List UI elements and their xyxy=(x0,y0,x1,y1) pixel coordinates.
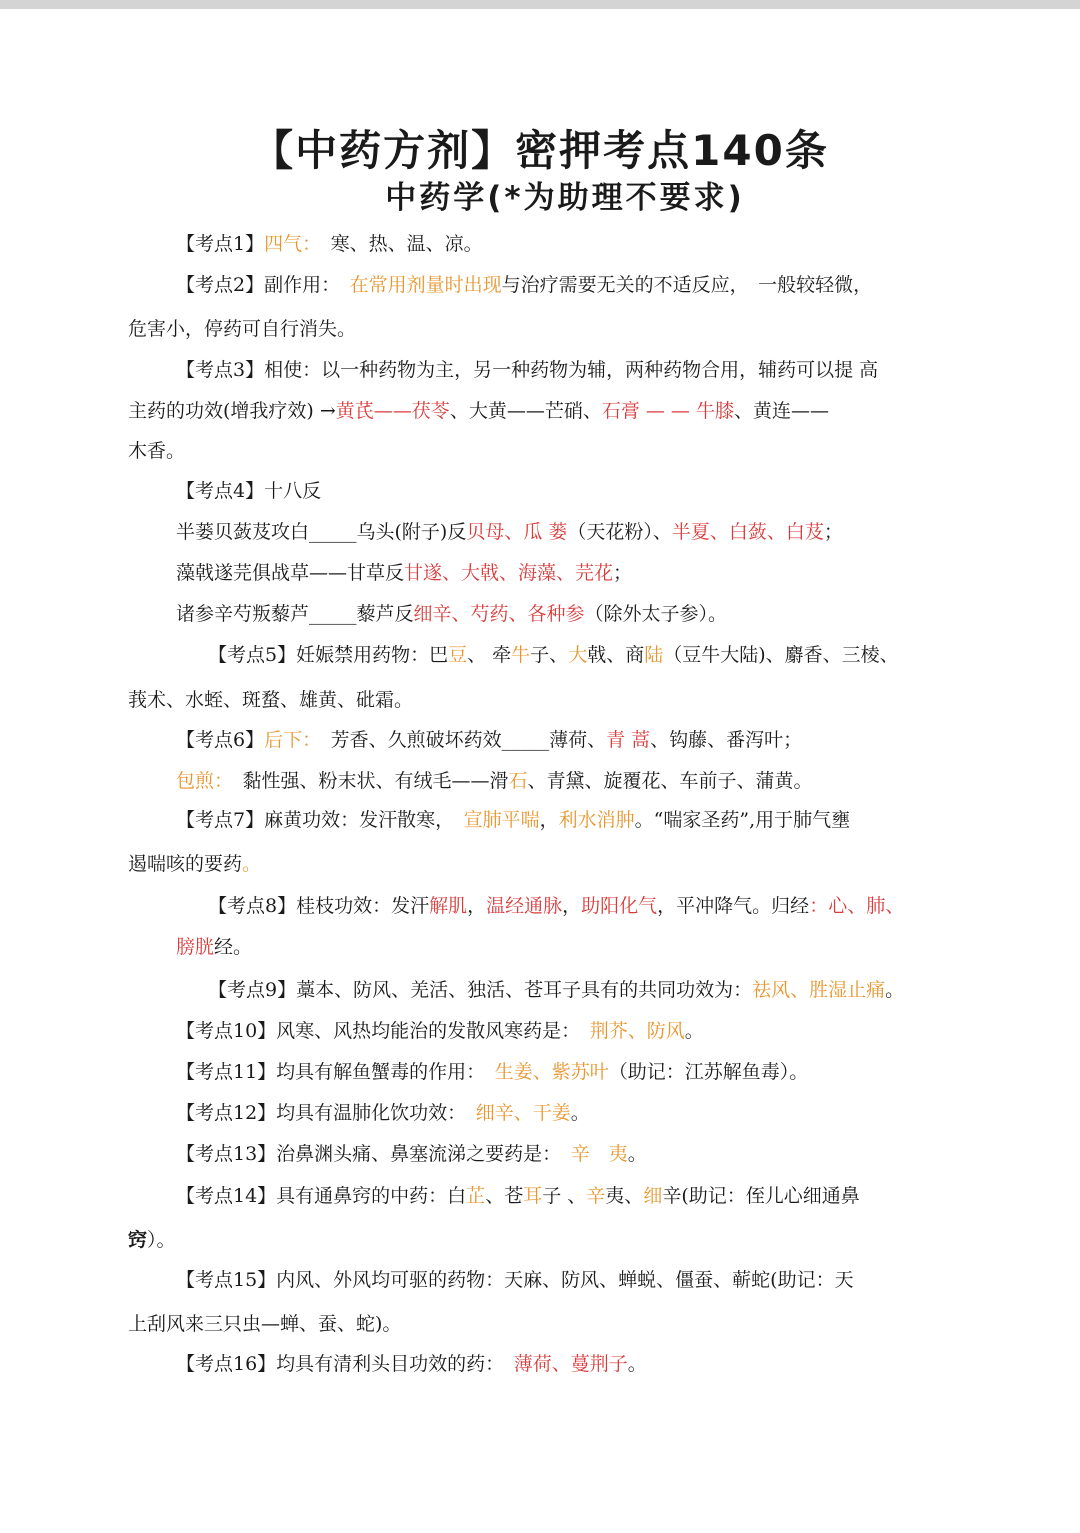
text-segment: 寒、热、温、凉。 xyxy=(311,233,483,255)
text-segment: （天花粉）、 xyxy=(567,521,672,543)
text-segment: 【考点9】藁本、防风、羌活、独活、苍耳子具有的共同功效为： xyxy=(208,979,753,1001)
text-segment: 。 xyxy=(885,979,905,1001)
text-segment: 上刮风来三只虫—蝉、蚕、蛇)。 xyxy=(128,1313,402,1335)
text-segment: 危害小，停药可自行消失。 xyxy=(128,318,357,340)
text-segment: 芳香、久煎破坏药效_____薄荷、 xyxy=(311,729,607,751)
page-subtitle: 中药学(*为助理不要求) xyxy=(385,180,745,216)
highlight-red: 黄芪——茯苓 xyxy=(335,400,450,422)
highlight-red: 解肌 xyxy=(429,895,468,917)
text-segment: 【考点15】内风、外风均可驱的药物：天麻、防风、蝉蜕、僵蚕、蕲蛇(助记：天 xyxy=(176,1269,854,1291)
highlight-red: 细辛、芍药、各种参 xyxy=(413,603,585,625)
line xyxy=(176,1100,590,1126)
highlight-orange: 石 xyxy=(508,770,528,792)
highlight-orange: 耳 xyxy=(523,1185,543,1207)
text-segment: 夷、 xyxy=(605,1185,644,1207)
text-segment: 【考点3】相使：以一种药物为主，另一种药物为辅，两种药物合用，辅药可以提 高 xyxy=(176,359,879,381)
text-segment: 。 xyxy=(627,1143,647,1165)
line xyxy=(176,807,850,833)
highlight-orange: 生姜、紫苏叶 xyxy=(494,1061,609,1083)
text-segment: 诸参辛芍叛藜芦_____藜芦反 xyxy=(176,603,414,625)
text-segment: 子、 xyxy=(530,644,569,666)
text-segment: 【考点8】桂枝功效：发汗 xyxy=(208,895,430,917)
text-segment: （助记：江苏解鱼毒）。 xyxy=(608,1061,809,1083)
highlight-orange: 在常用剂量时出现 xyxy=(349,274,502,296)
text-segment: ，平冲降气。归经 xyxy=(657,895,810,917)
line xyxy=(176,1351,647,1377)
line xyxy=(176,478,321,504)
line xyxy=(176,727,802,753)
highlight-orange: 利水消肿 xyxy=(558,809,635,831)
highlight-orange: 辛 xyxy=(586,1185,606,1207)
text-segment: 、青黛、旋覆花、车前子、蒲黄。 xyxy=(527,770,813,792)
text-segment: 【考点6】 xyxy=(176,729,265,751)
text-segment: 木香。 xyxy=(128,440,186,462)
text-segment: 【考点4】十八反 xyxy=(176,480,322,502)
line xyxy=(128,851,261,877)
text-segment: ）。 xyxy=(147,1229,176,1251)
highlight-orange: 祛风、胜湿止痛 xyxy=(752,979,886,1001)
highlight-red: 膀胱 xyxy=(176,936,215,958)
line xyxy=(176,231,483,257)
text-segment: 【考点13】治鼻渊头痛、鼻塞流涕之要药是： xyxy=(176,1143,571,1165)
line xyxy=(176,601,727,627)
text-segment: ； xyxy=(613,562,633,584)
highlight-orange: 荆芥、防风 xyxy=(589,1020,685,1042)
highlight-orange: 细辛、干姜 xyxy=(475,1102,571,1124)
text-segment: 、黄连—— xyxy=(733,400,829,422)
highlight-orange: 包煎： xyxy=(176,770,224,792)
text-segment: 【考点10】风寒、风热均能治的发散风寒药是： xyxy=(176,1020,590,1042)
text-segment: 。 xyxy=(627,1353,647,1375)
text-segment: 【考点7】麻黄功效：发汗散寒， xyxy=(176,809,464,831)
top-scroll-edge xyxy=(0,0,1080,9)
highlight-orange: 宣肺平喘 xyxy=(463,809,540,831)
highlight-orange: 牛 xyxy=(511,644,531,666)
highlight-red: 助阳化气 xyxy=(581,895,658,917)
text-segment: 【考点1】 xyxy=(176,233,265,255)
highlight-orange: 豆 xyxy=(448,644,468,666)
line xyxy=(176,357,878,383)
line xyxy=(176,1059,808,1085)
text-segment: 。“喘家圣药”,用于肺气壅 xyxy=(634,809,851,831)
text-segment: 经。 xyxy=(214,936,253,958)
line xyxy=(128,316,356,342)
line xyxy=(208,642,899,668)
line xyxy=(176,560,632,586)
text-segment: 。 xyxy=(570,1102,590,1124)
text-segment: 【考点11】均具有解鱼蟹毒的作用： xyxy=(176,1061,495,1083)
highlight-orange: 陆 xyxy=(644,644,664,666)
text-segment: 遏喘咳的要药 xyxy=(128,853,243,875)
text-segment: （豆牛大陆)、麝香、三棱、 xyxy=(663,644,899,666)
text-segment: 黏性强、粉末状、有绒毛——滑 xyxy=(223,770,509,792)
text-segment: ， xyxy=(467,895,487,917)
highlight-red: 温经通脉 xyxy=(486,895,563,917)
text-segment: ， xyxy=(539,809,559,831)
highlight-red: 青 蒿 xyxy=(606,729,651,751)
text-segment: 。 xyxy=(684,1020,704,1042)
highlight-orange: 辛 夷 xyxy=(570,1143,628,1165)
text-segment: 窍 xyxy=(128,1229,148,1251)
text-segment: 、 牵 xyxy=(467,644,512,666)
text-segment: 、苍 xyxy=(485,1185,524,1207)
text-segment: 戟、商 xyxy=(587,644,645,666)
text-segment: 莪术、水蛭、斑蝥、雄黄、砒霜。 xyxy=(128,689,414,711)
line xyxy=(208,893,904,919)
text-segment: 、钩藤、番泻叶； xyxy=(650,729,803,751)
text-segment: 【考点12】均具有温肺化饮功效： xyxy=(176,1102,476,1124)
text-segment: ， xyxy=(562,895,582,917)
page-title: 【中药方剂】密押考点140条 xyxy=(251,126,829,175)
line xyxy=(176,1267,854,1293)
line xyxy=(128,1311,401,1337)
highlight-orange: 细 xyxy=(643,1185,663,1207)
line xyxy=(176,519,843,545)
line xyxy=(176,1183,860,1209)
line xyxy=(208,977,904,1003)
line xyxy=(176,272,872,298)
highlight-orange: 。 xyxy=(242,853,262,875)
text-segment: 藻戟遂芫俱战草——甘草反 xyxy=(176,562,405,584)
line xyxy=(128,438,185,464)
highlight-orange: 四气： xyxy=(264,233,312,255)
text-segment: 【考点14】具有通鼻窍的中药：白 xyxy=(176,1185,467,1207)
highlight-red: ：心、肺、 xyxy=(809,895,905,917)
text-segment: 【考点2】副作用： xyxy=(176,274,350,296)
line xyxy=(176,934,252,960)
text-segment: ； xyxy=(823,521,843,543)
line xyxy=(176,1018,704,1044)
text-segment: 与治疗需要无关的不适反应， 一般较轻微， xyxy=(501,274,873,296)
line xyxy=(176,1141,647,1167)
text-segment: 主药的功效(增我疗效) → xyxy=(128,400,336,422)
highlight-orange: 大 xyxy=(568,644,588,666)
line xyxy=(128,398,829,424)
text-segment: 辛(助记：侄儿心细通鼻 xyxy=(662,1185,860,1207)
line xyxy=(176,768,813,794)
text-segment: 【考点16】均具有清利头目功效的药： xyxy=(176,1353,514,1375)
highlight-red: 甘遂、大戟、海藻、芫花 xyxy=(404,562,614,584)
text-segment: 子 、 xyxy=(542,1185,587,1207)
line xyxy=(128,1227,176,1253)
text-segment: 半蒌贝蔹芨攻白_____乌头(附子)反 xyxy=(176,521,467,543)
highlight-orange: 芷 xyxy=(466,1185,486,1207)
highlight-red: 石膏 — — 牛膝 xyxy=(601,400,734,422)
highlight-red: 贝母、瓜 蒌 xyxy=(466,521,568,543)
text-segment: 、大黄——芒硝、 xyxy=(449,400,602,422)
highlight-red: 薄荷、蔓荆子 xyxy=(513,1353,628,1375)
line xyxy=(128,687,413,713)
highlight-orange: 后下： xyxy=(264,729,312,751)
text-segment: （除外太子参）。 xyxy=(584,603,728,625)
text-segment: 【考点5】妊娠禁用药物：巴 xyxy=(208,644,449,666)
highlight-red: 半夏、白蔹、白芨 xyxy=(671,521,824,543)
